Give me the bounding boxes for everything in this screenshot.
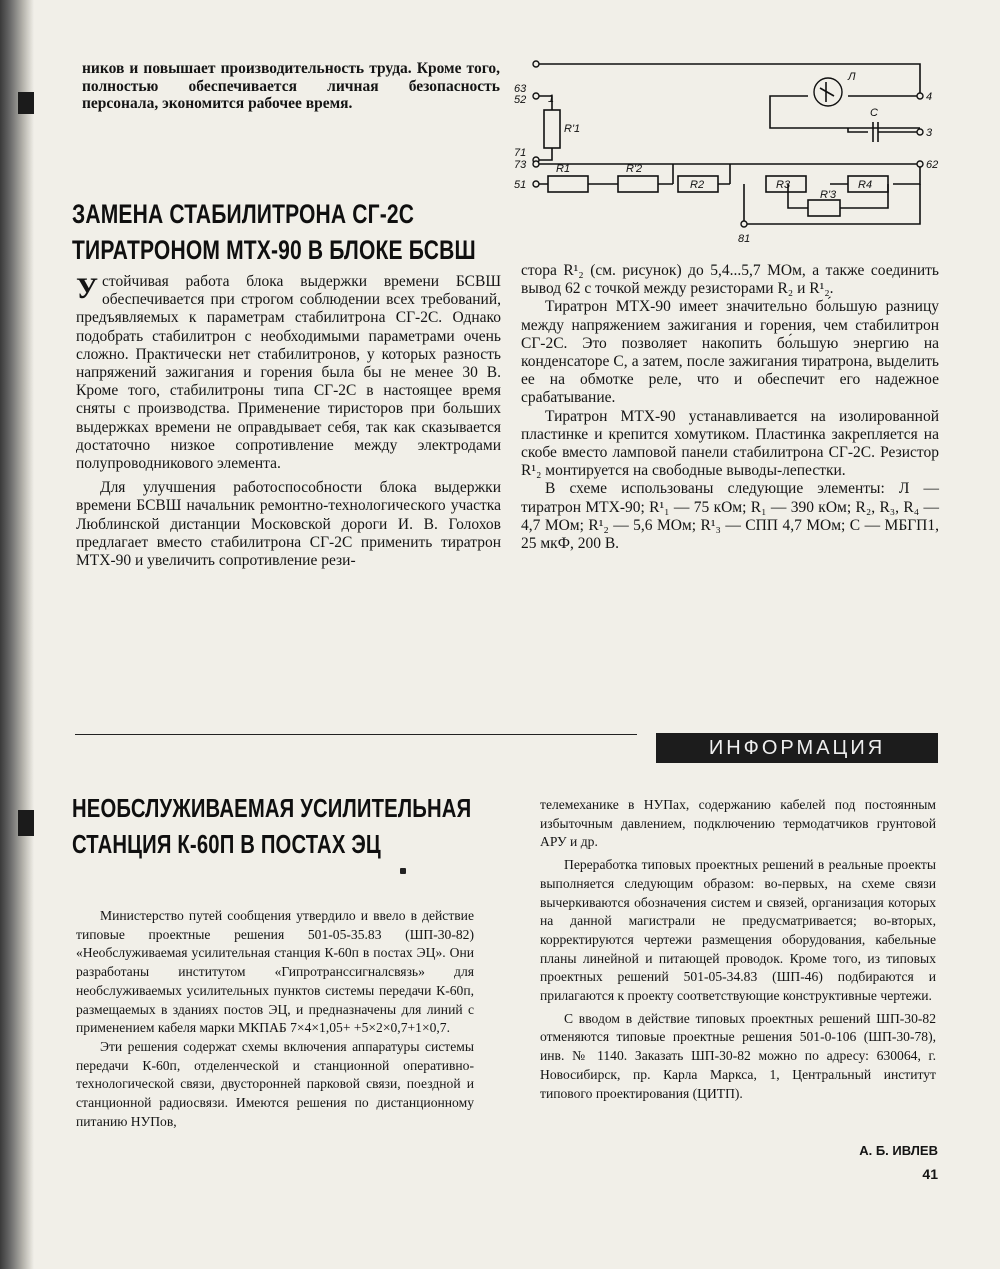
component-label: R'3: [820, 189, 837, 201]
component-label: R'2: [626, 163, 643, 175]
paragraph: С вводом в действие типовых проектных решений ШП-30-82 отменяются типовые проектные решения 501-0-106 (ШП-30-78), инв. № 1140. Заказать ШП-30-82 можно по адресу: 630064, г. Новосибирск, пр. Карла Маркса, 1, Центральный институт типового проектирования (ЦИТП).: [540, 1010, 936, 1101]
article-right-column: [521, 262, 939, 553]
article-right-column: [540, 796, 936, 1103]
terminal-label: 63: [514, 83, 527, 95]
drop-cap: У: [76, 272, 99, 305]
paragraph: Тиратрон МТХ-90 устанавливается на изолированной пластинке и крепится хомутиком. Пластинка закрепляется на скобе вместо ламповой панели стабилитрона СГ-2С. Резистор R¹₂ монтируется на свободные выводы-лепестки.: [521, 407, 939, 480]
binding-edge: [0, 0, 34, 1269]
component-label: R3: [776, 179, 791, 191]
terminal-label: 52: [514, 94, 527, 106]
article-title-line: СТАНЦИЯ К-60П В ПОСТАХ ЭЦ: [72, 829, 381, 859]
previous-article-ending: [82, 60, 500, 113]
terminal-label: 51: [514, 179, 527, 191]
component-label: Л: [848, 71, 856, 83]
circuit-schematic: [508, 52, 940, 246]
paragraph: В схеме использованы следующие элементы: Л — тиратрон МТХ-90; R¹₁ — 75 кОм; R₁ — 390 кОм; R₂, R₃, R₄ — 4,7 МОм; R¹₂ — 5,6 МОм; R¹₃ — СПП 4,7 МОм; С — МБГП1, 25 мкФ, 200 В.: [521, 480, 939, 553]
article-author: А. Б. ИВЛЕВ: [859, 1143, 938, 1158]
paragraph: Для улучшения работоспособности блока выдержки времени БСВШ начальник ремонтно-технологического участка Люблинской дистанции Московской дороги И. В. Голохов предлагает вместо стабилитрона СГ-2С применить тиратрон МТХ-90 и увеличить сопротивление рези-: [76, 479, 501, 570]
paragraph: [76, 273, 501, 473]
section-divider: [75, 734, 637, 735]
component-label: R2: [690, 179, 705, 191]
paragraph: Тиратрон МТХ-90 имеет значительно бо́льшую разницу между напряжением зажигания и горения, чем стабилитрон СГ-2С. Это позволяет накопить бо́льшую энергию на конденсаторе С, а затем, после зажигания тиратрона, выделить ее на обмотке реле, что и обеспечит его надежное срабатывание.: [521, 298, 939, 407]
component-label: С: [870, 107, 878, 119]
paragraph-text: стойчивая работа блока выдержки времени БСВШ обеспечивается при строгом соблюдении всех требований, предъявляемых к параметрам стабилитрона СГ-2С. Однако подобрать стабилитрон с необходимыми параметрами очень сложно. Практически нет стабилитронов, у которых разность напряжений зажигания и горения была бы не менее 30 В. Кроме того, стабилитроны типа СГ-2С в настоящее время сняты с производства. Применение тиристоров при больших выдержках времени не оправдывает себя, так как сказывается достаточно низкое сопротивление между электродами полупроводникового элемента.: [76, 273, 501, 473]
page-edge-tab-top: [18, 92, 34, 114]
terminal-label: 71: [514, 147, 527, 159]
page-edge-tab-bottom: [18, 810, 34, 836]
terminal-label: 1: [548, 93, 555, 105]
page-number: 41: [922, 1166, 938, 1182]
article-left-column: [76, 273, 501, 570]
resistor-r3-prime: [808, 200, 840, 216]
article-title: [72, 196, 476, 268]
paragraph: Переработка типовых проектных решений в реальные проекты выполняется следующим образом: во-первых, на схеме связи вычеркиваются обозначения систем и связей, организация которых на данной магистрали не предусматривается; во-вторых, корректируются чертежи размещения оборудования, кабельные планы линейной и питающей проводок. Кроме того, из типовых проектных решений 501-05-34.83 (ШП-46) подбираются и прилагаются к проекту соответствующие конструктивные чертежи.: [540, 857, 936, 1004]
paragraph: телемеханике в НУПах, содержанию кабелей под постоянным избыточным давлением, подключению термодатчиков грунтовой АРУ и др.: [540, 797, 936, 850]
terminal-label: 3: [926, 127, 933, 139]
component-label: R'1: [564, 123, 581, 135]
paragraph: стора R¹₂ (см. рисунок) до 5,4...5,7 МОм, а также соединить вывод 62 с точкой между резисторами R₂ и R¹₂.: [521, 262, 939, 298]
resistor-r1-prime: [544, 110, 560, 148]
article-title-line: ЗАМЕНА СТАБИЛИТРОНА СГ-2С: [72, 199, 415, 229]
terminal-label: 73: [514, 159, 527, 171]
terminal-label: 81: [738, 233, 751, 245]
resistor-r1: [548, 176, 588, 192]
article-title: [72, 790, 472, 862]
section-banner: ИНФОРМАЦИЯ: [656, 733, 938, 763]
article-title-line: ТИРАТРОНОМ МТХ-90 В БЛОКЕ БСВШ: [72, 235, 476, 265]
article-title-line: НЕОБСЛУЖИВАЕМАЯ УСИЛИТЕЛЬНАЯ: [72, 793, 472, 823]
resistor-r2-prime: [618, 176, 658, 192]
paragraph: Министерство путей сообщения утвердило и ввело в действие типовые проектные решения 501-05-35.83 (ШП-30-82) «Необслуживаемая усилительная станция К-60п в постах ЭЦ». Они разработаны институтом «Гипротранссигналсвязь» для необслуживаемых усилительных пунктов системы передачи К-60п, размещаемых в зданиях постов ЭЦ, и предназначены для линий с применением кабеля марки МКПАБ 7×4×1,05+ +5×2×0,7+1×0,7.: [76, 908, 474, 1036]
component-label: R4: [858, 179, 873, 191]
article-left-column: [76, 907, 474, 1131]
paragraph: Эти решения содержат схемы включения аппаратуры системы передачи К-60п, отделенческой и станционной оперативно-технологической связи, двусторонней парковой связи, поездной и станционной радиосвязи. Имеются решения по дистанционному питанию НУПов,: [76, 1038, 474, 1129]
paragraph: ников и повышает производительность труда. Кроме того, полностью обеспечивается личная безопасность персонала, экономится рабочее время.: [82, 60, 500, 112]
print-speck: [400, 868, 406, 874]
component-label: R1: [556, 163, 571, 175]
terminal-label: 4: [926, 91, 933, 103]
terminal-label: 62: [926, 159, 939, 171]
